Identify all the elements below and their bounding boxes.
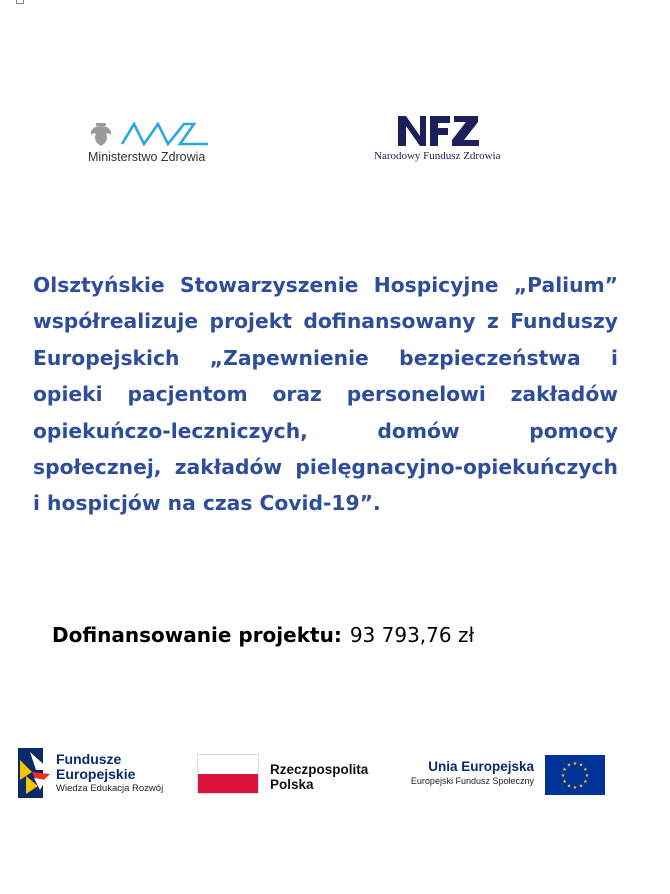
eu-star-icon: ★ — [583, 767, 588, 773]
funding-amount: 93 793,76 zł — [349, 623, 475, 647]
rp-line2: Polska — [270, 777, 314, 792]
eu-star-icon: ★ — [572, 785, 578, 791]
rzeczpospolita-polska-logo — [198, 755, 378, 795]
eu-star-icon: ★ — [572, 761, 578, 767]
unia-europejska-logo — [406, 753, 606, 795]
nfz-mark-icon — [396, 113, 482, 149]
project-description: Olsztyńskie Stowarzyszenie Hospicyjne „Palium” współrealizuje projekt dofinansowany z Funduszy Europejskich „Zapewnienie bezpieczeństwa i opieki pacjentom oraz personelowi zakładów opiekuńczo-leczniczych, domów pomocy społecznej, zakładów pielęgnacyjno-opiekuńczych i hospicjów na czas Covid-19”. — [33, 273, 618, 516]
eu-star-icon: ★ — [560, 773, 566, 779]
fe-line2: Europejskie — [56, 766, 136, 782]
eu-star-icon: ★ — [583, 779, 588, 785]
eu-star-icon: ★ — [562, 767, 567, 773]
eu-star-icon: ★ — [566, 783, 572, 790]
ue-line1: Unia Europejska — [428, 759, 534, 774]
funding-line — [52, 623, 474, 647]
fundusze-europejskie-logo — [16, 746, 166, 800]
ministry-caption: Ministerstwo Zdrowia — [88, 150, 206, 164]
eu-star-icon: ★ — [578, 783, 584, 790]
eu-star-icon: ★ — [578, 762, 584, 769]
nfz-logo — [374, 113, 504, 168]
polish-flag-icon — [198, 755, 258, 793]
rp-line1: Rzeczpospolita — [270, 762, 369, 777]
ue-line2: Europejski Fundusz Społeczny — [410, 776, 534, 786]
corner-mark — [16, 0, 24, 4]
ministerstwo-zdrowia-logo — [88, 120, 213, 168]
nfz-caption: Narodowy Fundusz Zdrowia — [374, 150, 501, 162]
eu-star-icon: ★ — [562, 779, 567, 785]
fe-line1: Fundusze — [56, 751, 122, 767]
eu-flag-icon — [545, 755, 605, 795]
funding-label: Dofinansowanie projektu: — [52, 623, 342, 647]
fe-line3: Wiedza Edukacja Rozwój — [56, 783, 164, 794]
fundusze-star-icon — [16, 746, 54, 800]
ministry-emblem-icon — [88, 120, 213, 150]
eu-star-icon: ★ — [566, 762, 572, 769]
eu-star-icon: ★ — [584, 773, 590, 779]
